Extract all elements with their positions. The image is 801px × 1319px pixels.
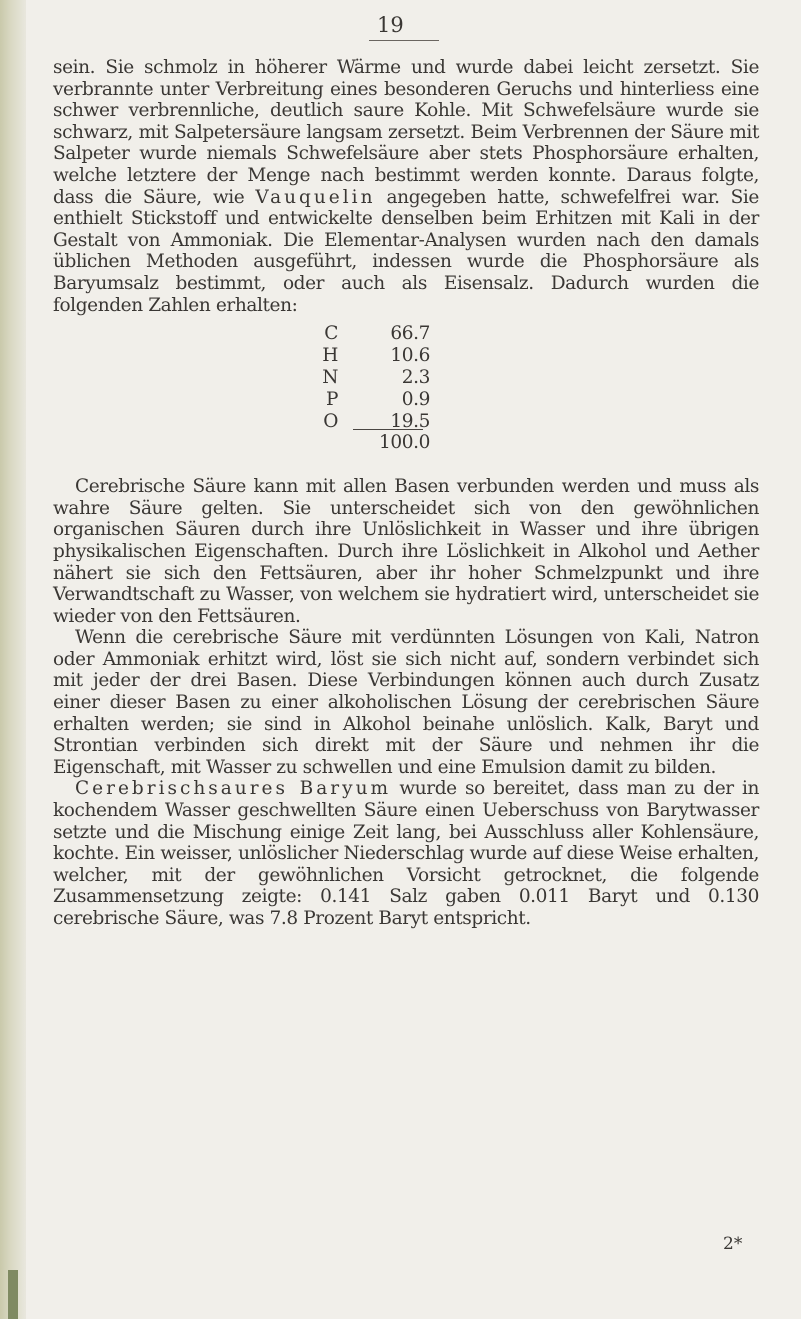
paragraph-1: [53, 57, 759, 316]
paragraph-1-start: sein. Sie schmolz in höherer Wärme und wurde dabei leicht zersetzt. Sie verbrannte unter Verbreitung eines besonderen Geruchs und hinterliess eine schwer verbrennliche, deutlich saure Kohle. Mit Schwefelsäure wurde sie schwarz, mit Salpetersäure langsam zersetzt. Beim Verbrennen der Säure mit Salpeter wurde niemals Schwefelsäure aber stets Phosphorsäure erhalten, welche letztere der Menge nach bestimmt werden konnte. Daraus folgte, dass die Säure, wie: [53, 57, 759, 208]
binding-shadow: [8, 1270, 18, 1319]
compound-name: Cerebrischsaures Baryum: [75, 778, 392, 800]
element-percent: 2.3: [401, 367, 430, 389]
paragraph-1-end: angegeben hatte, schwefelfrei war. Sie enthielt Stickstoff und entwickelte denselben beim Erhitzen mit Kali in der Gestalt von Ammoniak. Die Elementar-Analysen wurden nach den damals üblichen Methoden ausgeführt, indessen wurde die Phosphorsäure als Baryumsalz bestimmt, oder auch als Eisensalz. Dadurch wurden die folgenden Zahlen erhalten:: [53, 186, 759, 316]
elemental-analysis-table: [53, 319, 759, 473]
element-symbol: P: [325, 389, 338, 411]
sum-rule: [353, 429, 423, 430]
paragraph-3: Wenn die cerebrische Säure mit verdünnten Lösungen von Kali, Natron oder Ammoniak erhitzt wird, löst sie sich nicht auf, sondern verbindet sich mit jeder der drei Basen. Diese Verbindungen können auch durch Zusatz einer dieser Basen zu einer alkoholischen Lösung der cerebrischen Säure erhalten werden; sie sind in Alkohol beinahe unlöslich. Kalk, Baryt und Strontian verbinden sich direkt mit der Säure und nehmen ihr die Eigenschaft, mit Wasser zu schwellen und eine Emulsion damit zu bilden.: [53, 627, 759, 778]
paragraph-2: Cerebrische Säure kann mit allen Basen verbunden werden und muss als wahre Säure gelten. Sie unterscheidet sich von den gewöhnlichen organischen Säuren durch ihre Unlöslichkeit in Wasser und ihre übrigen physikalischen Eigenschaften. Durch ihre Löslichkeit in Alkohol und Aether nähert sie sich den Fettsäuren, aber ihr hoher Schmelzpunkt und ihre Verwandtschaft zu Wasser, von welchem sie hydratiert wird, unterscheidet sie wieder von den Fettsäuren.: [53, 476, 759, 627]
table-row: [308, 323, 478, 345]
element-percent: 10.6: [390, 345, 430, 367]
element-symbol: C: [324, 323, 338, 345]
element-symbol: O: [323, 411, 338, 433]
element-percent: 19.5: [390, 411, 430, 433]
element-percent: 66.7: [390, 323, 430, 345]
paragraph-4: [53, 778, 759, 929]
element-symbol: H: [322, 345, 338, 367]
paragraph-4-text: wurde so bereitet, dass man zu der in kochendem Wasser geschwellten Säure einen Ueberschuss von Barytwasser setzte und die Mischung einige Zeit lang, bei Ausschluss aller Kohlensäure, kochte. Ein weisser, unlöslicher Niederschlag wurde auf diese Weise erhalten, welcher, mit der gewöhnlichen Vorsicht getrocknet, die folgende Zusammensetzung zeigte: 0.141 Salz gaben 0.011 Baryt und 0.130 cerebrische Säure, was 7.8 Prozent Baryt entspricht.: [53, 778, 759, 929]
element-symbol: N: [322, 367, 338, 389]
table-row: [308, 389, 478, 411]
element-percent: 0.9: [401, 389, 430, 411]
table-total-row: [308, 432, 478, 454]
table-row: [308, 345, 478, 367]
page-number: 19: [369, 10, 439, 41]
total-percent: 100.0: [379, 432, 430, 454]
page-body: [53, 57, 759, 930]
signature-mark: 2*: [723, 1234, 743, 1254]
table-row: [308, 367, 478, 389]
page-binding-edge: [0, 0, 26, 1319]
author-name-vauquelin: Vauquelin: [255, 186, 376, 208]
